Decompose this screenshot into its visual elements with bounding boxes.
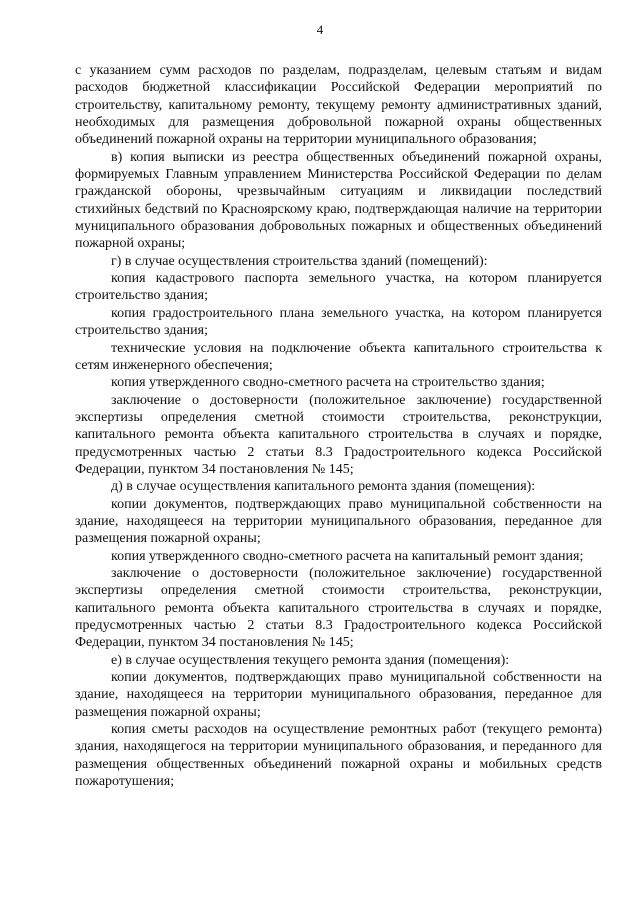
paragraph: в) копия выписки из реестра общественных объединений пожарной охраны, формируемых Главным управлением Министерства Российской Федерации по делам гражданской обороны, чрезвычайным ситуациям и ликвидации последствий стихийных бедствий по Красноярскому краю, подтверждающая наличие на территории муниципального образования добровольных пожарных и общественных объединений пожарной охраны; <box>75 149 602 252</box>
paragraph: заключение о достоверности (положительное заключение) государственной экспертизы определения сметной стоимости строительства, реконструкции, капитального ремонта объекта капитального строительства в случаях и порядке, предусмотренных частью 2 статьи 8.3 Градостроительного кодекса Российской Федерации, пунктом 34 постановления № 145; <box>75 392 602 477</box>
paragraph: г) в случае осуществления строительства зданий (помещений): <box>111 253 488 269</box>
page-number: 4 <box>316 22 324 37</box>
document-body <box>75 62 602 790</box>
paragraph: копия сметы расходов на осуществление ремонтных работ (текущего ремонта) здания, находящегося на территории муниципального образования, и переданного для размещения общественных объединений пожарной охраны и мобильных средств пожаротушения; <box>75 722 602 790</box>
paragraph: копия кадастрового паспорта земельного участка, на котором планируется строительство здания; <box>75 271 602 304</box>
paragraph: е) в случае осуществления текущего ремонта здания (помещения): <box>111 652 510 668</box>
paragraph: с указанием сумм расходов по разделам, подразделам, целевым статьям и видам расходов бюджетной классификации Российской Федерации мероприятий по строительству, капитальному ремонту, текущему ремонту административных зданий, необходимых для размещения добровольной пожарной охраны общественных объединений пожарной охраны на территории муниципального образования; <box>75 63 602 148</box>
paragraph: копии документов, подтверждающих право муниципальной собственности на здание, находящееся на территории муниципального образования, переданное для размещения пожарной охраны; <box>75 670 602 720</box>
paragraph: копии документов, подтверждающих право муниципальной собственности на здание, находящееся на территории муниципального образования, переданное для размещения пожарной охраны; <box>75 496 602 547</box>
paragraph: копия градостроительного плана земельного участка, на котором планируется строительство здания; <box>75 305 602 339</box>
paragraph: технические условия на подключение объекта капитального строительства к сетям инженерного обеспечения; <box>75 340 602 373</box>
paragraph: копия утвержденного сводно-сметного расчета на капитальный ремонт здания; <box>111 548 584 564</box>
paragraph: заключение о достоверности (положительное заключение) государственной экспертизы определения сметной стоимости строительства, реконструкции, капитального ремонта объекта капитального строительства в случаях и порядке, предусмотренных частью 2 статьи 8.3 Градостроительного кодекса Российской Федерации, пунктом 34 постановления № 145; <box>75 565 602 651</box>
paragraph: копия утвержденного сводно-сметного расчета на строительство здания; <box>111 375 545 391</box>
paragraph: д) в случае осуществления капитального ремонта здания (помещения): <box>111 479 536 495</box>
